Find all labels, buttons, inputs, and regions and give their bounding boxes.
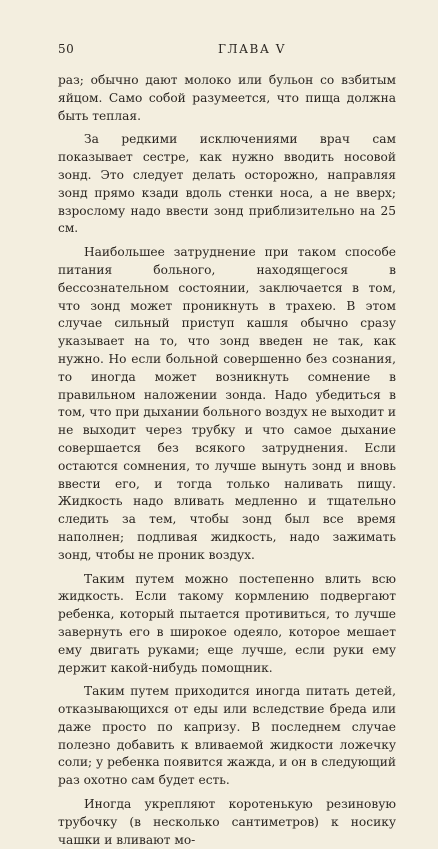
page-header (58, 42, 396, 62)
paragraph: Иногда укрепляют коротенькую резиновую трубочку (в несколько сантиметров) к носику чашки и вливают мо- (58, 797, 396, 847)
page-number: 50 (58, 42, 75, 56)
body-text (58, 72, 396, 849)
chapter-heading: ГЛАВА V (218, 42, 286, 56)
paragraph: За редкими исключениями врач сам показывает сестре, как нужно вводить носовой зонд. Это следует делать осторожно, направляя зонд прямо кзади вдоль стенки носа, а не вверх; взрослому надо ввести зонд приблизительно на 25 см. (58, 132, 396, 236)
paragraph: Наибольшее затруднение при таком способе питания больного, находящегося в бессознательном состоянии, заключается в том, что зонд может проникнуть в трахею. В этом случае сильный приступ кашля обычно сразу указывает на то, что зонд введен не так, как нужно. Но если больной совершенно без сознания, то иногда может возникнуть сомнение в правильном наложении зонда. Надо убедиться в том, что при дыхании больного воздух не выходит и не выходит через трубку и что самое дыхание совершается без всякого затруднения. Если остаются сомнения, то лучше вынуть зонд и вновь ввести его, и тогда только наливать пищу. Жидкость надо вливать медленно и тщательно следить за тем, чтобы зонд был все время наполнен; подливая жидкость, надо зажимать зонд, чтобы не проник воздух. (58, 245, 396, 562)
paragraph: Таким путем приходится иногда питать детей, отказывающихся от еды или вследствие бреда или даже просто по капризу. В последнем случае полезно добавить к вливаемой жидкости ложечку соли; у ребенка появится жажда, и он в следующий раз охотно сам будет есть. (58, 684, 396, 788)
paragraph-continuation: раз; обычно дают молоко или бульон со взбитым яйцом. Само собой разумеется, что пища должна быть теплая. (58, 73, 396, 123)
paragraph: Таким путем можно постепенно влить всю жидкость. Если такому кормлению подвергают ребенка, который пытается противиться, то лучше завернуть его в широкое одеяло, которое мешает ему двигать руками; еще лучше, если руки ему держит какой-нибудь помощник. (58, 571, 396, 675)
